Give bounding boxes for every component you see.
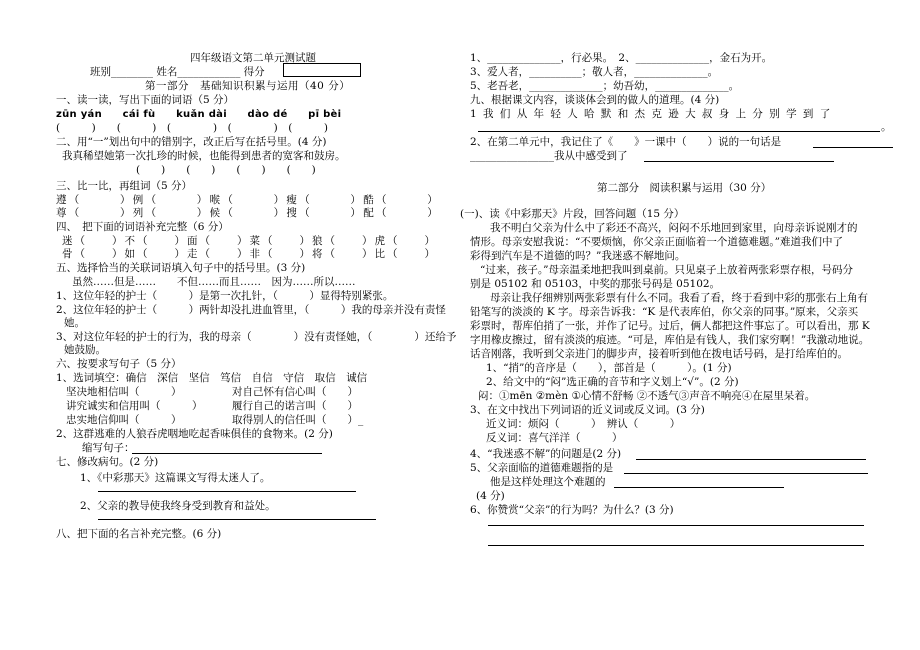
q6-item-3b[interactable]: 取得别人的信任叫（ ）_ xyxy=(232,414,364,426)
part1-header: 第一部分 基础知识积累与运用（40 分） xyxy=(145,80,351,92)
q6-item-1b[interactable]: 对自己怀有信心叫（ ） xyxy=(232,386,358,398)
q5-sentence-3-end: 她鼓励。 xyxy=(64,344,106,356)
q9-answer-line-2[interactable] xyxy=(813,147,893,148)
reading-q5-process: 他是这样处理这个难题的 xyxy=(490,476,606,488)
q9-answer-line-1[interactable] xyxy=(478,131,880,132)
reading-header: (一)、读《中彩那天》片段，回答问题（15 分） xyxy=(460,208,685,220)
reading-q4-answer-line[interactable] xyxy=(636,459,866,460)
passage-p1-line-2: 情形。母亲安慰我说：“不要烦恼，你父亲正面临着一个道德难题。”难道我们中了 xyxy=(470,236,843,248)
q5-sentence-3[interactable]: 3、对这位年轻的护士的行为，我的母亲（ ）没有责怪她，（ ）还给予 xyxy=(56,331,457,343)
score-box[interactable] xyxy=(283,63,361,77)
q2-answer-blanks[interactable]: ( ) ( ) ( ) ( ) xyxy=(136,164,316,176)
q3-row-2[interactable]: 尊（ ）列（ ）候（ ）搜（ ）配（ ） xyxy=(56,207,440,219)
q1-header: 一、读一读，写出下面的词语（5 分） xyxy=(56,94,235,106)
q4-header: 四、 把下面的词语补充完整（6 分） xyxy=(56,221,229,233)
q3-header: 三、比一比，再组词（5 分） xyxy=(56,180,193,192)
q4-row-2[interactable]: 骨（ ）如（ ）走（ ）非（ ）将（ ）比（ ） xyxy=(62,248,437,260)
passage-p3-line-4: 字用橡皮擦过，留有淡淡的痕迹。“可是，库伯是有钱人，我们家穷啊！”我激动地说。 xyxy=(470,334,870,346)
passage-p2-line-2: 别是 05102 和 05103，中奖的那张号码是 05102。 xyxy=(470,278,721,290)
q2-sentence: 我真稀望她第一次扎珍的时候，也能得到患者的宽客和鼓房。 xyxy=(62,150,346,162)
reading-q1[interactable]: 1、“捎”的音序是（ ），部首是（ ）。(1 分) xyxy=(486,362,732,374)
part2-header: 第二部分 阅读积累与运用（30 分） xyxy=(597,182,772,194)
reading-q3-synonyms[interactable]: 近义词：烦闷（ ） 辨认（ ） xyxy=(486,418,681,430)
passage-p3-line-5: 话音刚落，我听到父亲进门的脚步声，接着听到他在拨电话号码，是打给库伯的。 xyxy=(470,348,848,360)
passage-p3-line-2: 铅笔写的淡淡的 K 字。母亲告诉我：“K 是代表库伯，你父亲的同事。”原来，父亲买 xyxy=(470,306,859,318)
reading-q5-score: (4 分) xyxy=(476,490,505,502)
q7-sentence-1: 1、《中彩那天》这篇课文写得太迷人了。 xyxy=(80,472,271,484)
q9-sentence-2-cont: ________________我从中感受到了 xyxy=(470,150,628,162)
q9-sentence-1-end: 。 xyxy=(881,121,892,133)
reading-q5: 5、父亲面临的道德难题指的是 xyxy=(470,462,614,474)
q9-sentence-2: 2、在第二单元中，我记住了《 》一课中（ ）说的一句话是 xyxy=(470,136,782,148)
q5-sentence-1[interactable]: 1、这位年轻的护士（ ）是第一次扎针，（ ）显得特别紧张。 xyxy=(56,290,394,302)
q6-shrink-label: 缩写句子： xyxy=(82,442,135,454)
reading-q3-antonyms[interactable]: 反义词：喜气洋洋（ ） xyxy=(486,432,623,444)
reading-q5-answer-line-2[interactable] xyxy=(614,487,784,488)
reading-q5-answer-line-1[interactable] xyxy=(624,473,868,474)
q2-header: 二、用“一”划出句中的错别字，改正后写在括号里。(4 分) xyxy=(56,136,327,148)
reading-q3: 3、在文中找出下列词语的近义词或反义词。(3 分) xyxy=(470,404,705,416)
q7-sentence-2: 2、父亲的教导使我终身受到教育和益处。 xyxy=(80,500,276,512)
student-info: 班别________ 姓名____________ 得分 xyxy=(90,66,265,78)
passage-p1-line-3: 彩得到汽车是不道德的吗？”我迷惑不解地问。 xyxy=(470,250,686,262)
reading-q4: 4、“我迷惑不解”的问题是(2 分) xyxy=(470,448,622,460)
q6-item-1a[interactable]: 坚决地相信叫（ ） xyxy=(66,386,182,398)
q6-item-2a[interactable]: 讲究诚实和信用叫（ ） xyxy=(66,400,203,412)
reading-q2: 2、给文中的“闷”选正确的音节和字义划上“√”。(2 分) xyxy=(486,376,739,388)
q6-shrink-answer-line[interactable] xyxy=(132,453,322,454)
q9-sentence-1: 1 我 们 从 年 轻 人 哈 默 和 杰 克 逊 大 叔 身 上 分 别 学 到 了 xyxy=(470,108,832,120)
reading-q6-answer-line-1[interactable] xyxy=(488,525,864,526)
q8-line-2[interactable]: 3、爱人者，__________；敬人者，______________。 xyxy=(470,66,719,78)
q8-line-1[interactable]: 1、______________，行必果。 2、______________，金石为开。 xyxy=(470,52,773,64)
reading-q2-options[interactable]: 闷：①mēn ②mèn ①心情不舒畅 ②不透气③声音不响亮④在屋里呆着。 xyxy=(478,390,816,402)
q6-sub2: 2、这群逃难的人狼吞虎咽地吃起香味俱佳的食物来。(2 分) xyxy=(56,428,333,440)
q5-options: 虽然……但是…… 不但……而且…… 因为……所以…… xyxy=(72,276,356,288)
q7-answer-line-1[interactable] xyxy=(98,491,356,492)
reading-q6-answer-line-2[interactable] xyxy=(488,545,864,546)
reading-q6: 6、你赞赏“父亲”的行为吗？为什么？(3 分) xyxy=(470,504,674,516)
q5-sentence-2-end: 她。 xyxy=(64,317,85,329)
q9-header: 九、根据课文内容，谈谈体会到的做人的道理。(4 分) xyxy=(470,94,720,106)
q6-header: 六、按要求写句子（5 分） xyxy=(56,358,182,370)
exam-title: 四年级语文第二单元测试题 xyxy=(190,52,316,64)
q6-sub1: 1、选词填空：确信 深信 坚信 笃信 自信 守信 取信 诚信 xyxy=(56,372,368,384)
passage-p2-line-1: “过来，孩子。”母亲温柔地把我叫到桌前。只见桌子上放着两张彩票存根，号码分 xyxy=(480,264,853,276)
passage-p3-line-3: 彩票时，帮库伯捎了一张，并作了记号。过后，俩人都把这件事忘了。可以看出，那 K xyxy=(470,320,870,332)
q5-header: 五、选择恰当的关联词语填入句子中的括号里。(3 分) xyxy=(56,262,306,274)
passage-p1-line-1: 我不明白父亲为什么中了彩还不高兴，闷闷不乐地回到家里，向母亲诉说刚才的 xyxy=(490,222,858,234)
q1-pinyin: zūn yán cái fù kuǎn dài dào dé pī bèi xyxy=(56,109,342,120)
q5-sentence-2[interactable]: 2、这位年轻的护士（ ）两针却没扎进血管里，（ ）我的母亲并没有责怪 xyxy=(56,304,446,316)
q1-answer-blanks[interactable]: ( ) ( ) ( ) ( ) ( ) xyxy=(56,122,328,134)
q9-answer-line-3[interactable] xyxy=(644,161,834,162)
q6-item-3a[interactable]: 忠实地信仰叫（ ） xyxy=(66,414,182,426)
q4-row-1[interactable]: 迷（ ）不（ ）面（ ）菜（ ）狼（ ）虎（ ） xyxy=(62,235,437,247)
q8-line-3[interactable]: 5、老吾老，______________；幼吾幼，______________。 xyxy=(470,80,740,92)
q3-row-1[interactable]: 遵（ ）例（ ）喉（ ）瘦（ ）酷（ ） xyxy=(56,194,440,206)
q8-header: 八、把下面的名言补充完整。(6 分) xyxy=(56,528,222,540)
q7-header: 七、修改病句。(2 分) xyxy=(56,456,159,468)
q6-item-2b[interactable]: 履行自己的诺言叫（ ） xyxy=(232,400,358,412)
passage-p3-line-1: 母亲让我仔细辨别两张彩票有什么不同。我看了看，终于看到中彩的那张右上角有 xyxy=(490,292,868,304)
q7-answer-line-2[interactable] xyxy=(98,519,376,520)
